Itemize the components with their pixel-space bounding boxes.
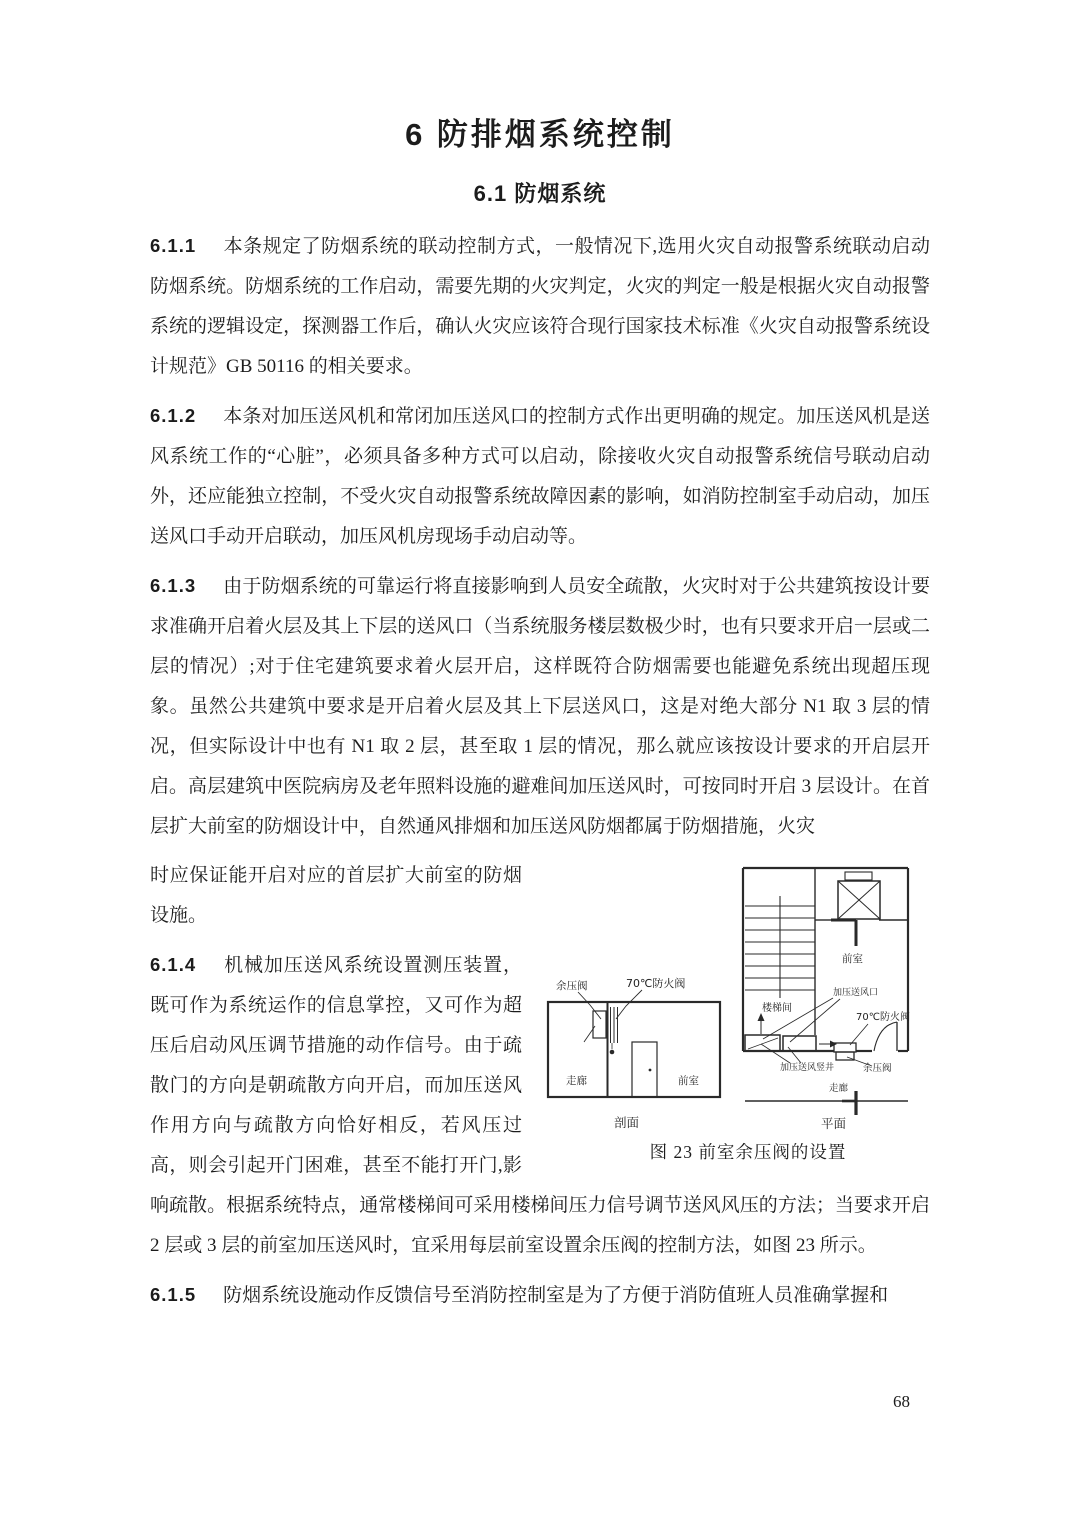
paragraph-text: 本条规定了防烟系统的联动控制方式，一般情况下,选用火灾自动报警系统联动启动防烟系统。防烟系统的工作启动，需要先期的火灾判定，火灾的判定一般是根据火灾自动报警系统的逻辑设定，探测器工作后，确认火灾应该符合现行国家技术标准《火灾自动报警系统设计规范》GB 50116 的相关要求。 <box>150 236 930 378</box>
figure-text-wrap-area <box>150 856 930 1266</box>
section-number: 6.1.3 <box>150 575 197 597</box>
page-number: 68 <box>893 1392 910 1411</box>
residual-pressure-valve-label: 余压阀 <box>556 980 588 993</box>
section-view-diagram <box>548 976 720 1130</box>
figure-23 <box>538 858 958 1165</box>
paragraph-6-1-3 <box>150 566 930 847</box>
paragraph-text: 机械加压送风系统设置测压装置，既可作为系统运作的信息掌控，又可作为超压后启动风压调节措施的动作信号。由于疏散门的方向是朝疏散方向开启，而加压送风作用方向与疏散方向恰好相反，若风压过高，则会引起开门困难，甚至不能打开门,影响疏散。根据系统特点，通常楼梯间可采用楼梯间压力信号调节送风风压的方法；当要求开启 2 层或 3 层的前室加压送风时，宜采用每层前室设置余压阀的控制方法，如图 23 所示。 <box>150 955 930 1257</box>
paragraph-6-1-3-continued: 时应保证能开启对应的首层扩大前室的防烟设施。 <box>150 865 522 927</box>
paragraph-6-1-1 <box>150 226 930 387</box>
page-content <box>150 0 930 1316</box>
section-number: 6.1.2 <box>150 405 197 427</box>
residual-pressure-valve-label: 余压阀 <box>863 1063 892 1075</box>
corridor-label: 走廊 <box>829 1083 849 1095</box>
paragraph-text: 由于防烟系统的可靠运行将直接影响到人员安全疏散，火灾时对于公共建筑按设计要求准确开启着火层及其上下层的送风口（当系统服务楼层数极少时，也有只要求开启一层或二层的情况）;对于住宅建筑要求着火层开启，这样既符合防烟需要也能避免系统出现超压现象。虽然公共建筑中要求是开启着火层及其上下层送风口，这是对绝大部分 N1 取 3 层的情况，但实际设计中也有 N1 取 2 层，甚至取 1 层的情况，那么就应该按设计要求的开启层开启。高层建筑中医院病房及老年照料设施的避难间加压送风时，可按同时开启 3 层设计。在首层扩大前室的防烟设计中，自然通风排烟和加压送风防烟都属于防烟措施，火灾 <box>150 576 930 838</box>
section-number: 6.1.1 <box>150 235 197 257</box>
front-room-label: 前室 <box>842 953 863 966</box>
section-number: 6.1.4 <box>150 954 197 976</box>
air-supply-shaft-label: 加压送风竖井 <box>780 1063 835 1074</box>
corridor-label: 走廊 <box>566 1075 587 1088</box>
fire-damper-label: 70℃防火阀 <box>626 977 686 991</box>
section-view-title: 剖面 <box>614 1115 640 1131</box>
paragraph-text: 防烟系统设施动作反馈信号至消防控制室是为了方便于消防值班人员准确掌握和 <box>223 1285 889 1307</box>
air-supply-outlet-label: 加压送风口 <box>833 988 879 999</box>
figure-caption: 图 23 前室余压阀的设置 <box>649 1142 847 1163</box>
paragraph-text: 本条对加压送风机和常闭加压送风口的控制方式作出更明确的规定。加压送风机是送风系统工作的“心脏”，必须具备多种方式可以启动，除接收火灾自动报警系统信号联动启动外，还应能独立控制，不受火灾自动报警系统故障因素的影响，如消防控制室手动启动，加压送风口手动开启联动，加压风机房现场手动启动等。 <box>150 406 930 548</box>
plan-view-diagram <box>743 868 910 1131</box>
section-heading: 6.1 防烟系统 <box>473 181 607 207</box>
section-number: 6.1.5 <box>150 1284 197 1306</box>
paragraph-6-1-2 <box>150 396 930 557</box>
plan-view-title: 平面 <box>821 1116 847 1132</box>
paragraph-6-1-5 <box>150 1275 930 1316</box>
figure-23-diagrams <box>538 858 958 1138</box>
page-title: 6 防排烟系统控制 <box>405 117 675 152</box>
front-room-label: 前室 <box>678 1075 699 1088</box>
fire-damper-label: 70℃防火阀 <box>856 1012 910 1024</box>
stairwell-label: 楼梯间 <box>762 1003 792 1015</box>
